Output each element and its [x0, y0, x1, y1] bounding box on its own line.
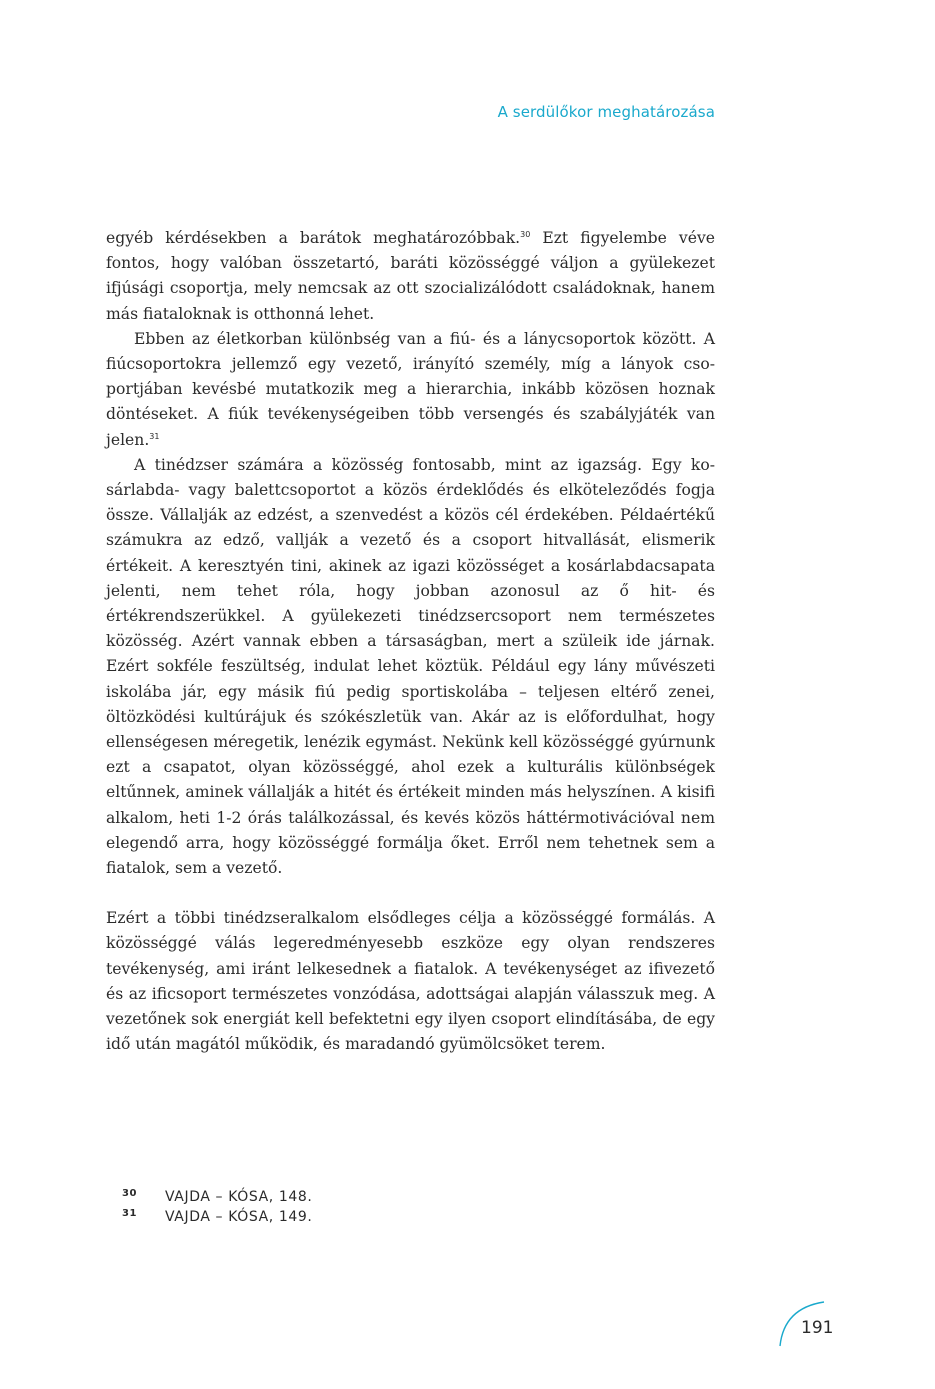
footnote-ref-30[interactable]: 30	[520, 230, 531, 239]
paragraph-4	[106, 906, 715, 1057]
footnote-31	[122, 1207, 312, 1227]
paragraph-3	[106, 453, 715, 881]
paragraph-1	[106, 226, 715, 327]
paragraph-2	[106, 327, 715, 453]
footnote-number: 30	[122, 1188, 138, 1199]
footnote-ref-31[interactable]: 31	[149, 431, 160, 441]
body-text	[106, 226, 715, 1058]
footnote-text: VAJDA – KÓSA, 148.	[165, 1189, 313, 1205]
paragraph-2-text: Ebben az életkorban különbség van a fiú- és a lánycsoportok között. A fiúcsoportokra jellemző egy vezető, irányító személy, míg a lányok csoportjában kevésbé mutatkozik meg a hierarchia, inkább közösen hoznak döntéseket. A fiúk tevékenységeiben több versengés és szabályjáték van jelen.	[106, 329, 715, 449]
paragraph-1-text: egyéb kérdésekben a barátok meghatározóbbak.	[106, 229, 521, 247]
footnote-30	[122, 1187, 312, 1207]
paragraph-3-text: A tinédzser számára a közösség fontosabb, mint az igazság. Egy kosárlabda- vagy balettcsoportot a közös érdeklődés és elköteleződés fogja össze. Vállalják az edzést, a szenvedést a közös cél érdekében. Példaértékű számukra az edző, vallják a vezető és a csoport hitvallását, elismerik értékeit. A keresztyén tini, akinek az igazi közösséget a kosárlabdacsapata jelenti, nem tehet róla, hogy jobban azonosul az ő hit- és értékrendszerükkel. A gyülekezeti tinédzsercsoport nem természetes közösség. Azért vannak ebben a társaságban, mert a szüleik ide járnak. Ezért sokféle feszültség, indulat lehet köztük. Például egy lány művészeti iskolába jár, egy másik fiú pedig sportiskolába – teljesen eltérő zenei, öltözködési kultúrájuk és szókészletük van. Akár az is előfordulhat, hogy ellenségesen méregetik, lenézik egymást. Nekünk kell közösséggé gyúrnunk ezt a csapatot, olyan közösséggé, ahol ezek a kulturális különbségek eltűnnek, aminek vállalják a hitét és értékeit minden más helyszínen. A kisifi alkalom, heti 1-2 órás találkozással, és kevés közös háttérmotivációval nem elegendő arra, hogy közösséggé formálja őket. Erről nem tehetnek sem a fiatalok, sem a vezető.	[106, 455, 715, 878]
footnote-text: VAJDA – KÓSA, 149.	[165, 1209, 313, 1225]
footnotes	[122, 1187, 312, 1227]
paragraph-1-text-continued: Ezt figyelembe véve fontos, hogy valóban összetartó, baráti közösséggé váljon a gyülekezet ifjúsági csoportja, mely nemcsak az ott szocializálódott családoknak, hanem más fiataloknak is otthonná lehet.	[106, 229, 715, 323]
footnote-number: 31	[122, 1208, 138, 1219]
page-number: 191	[801, 1318, 834, 1338]
running-header: A serdülőkor meghatározása	[497, 103, 715, 121]
paragraph-4-text: Ezért a többi tinédzseralkalom elsődleges célja a közösséggé formálás. A közösséggé válás legeredményesebb eszköze egy olyan rendszeres tevékenység, ami iránt lelkesednek a fiatalok. A tevékenységet az ifivezető és az ificsoport természetes vonzódása, adottságai alapján válasszuk meg. A vezetőnek sok energiát kell befektetni egy ilyen csoport elindításába, de egy idő után magától működik, és maradandó gyümölcsöket terem.	[106, 909, 715, 1054]
